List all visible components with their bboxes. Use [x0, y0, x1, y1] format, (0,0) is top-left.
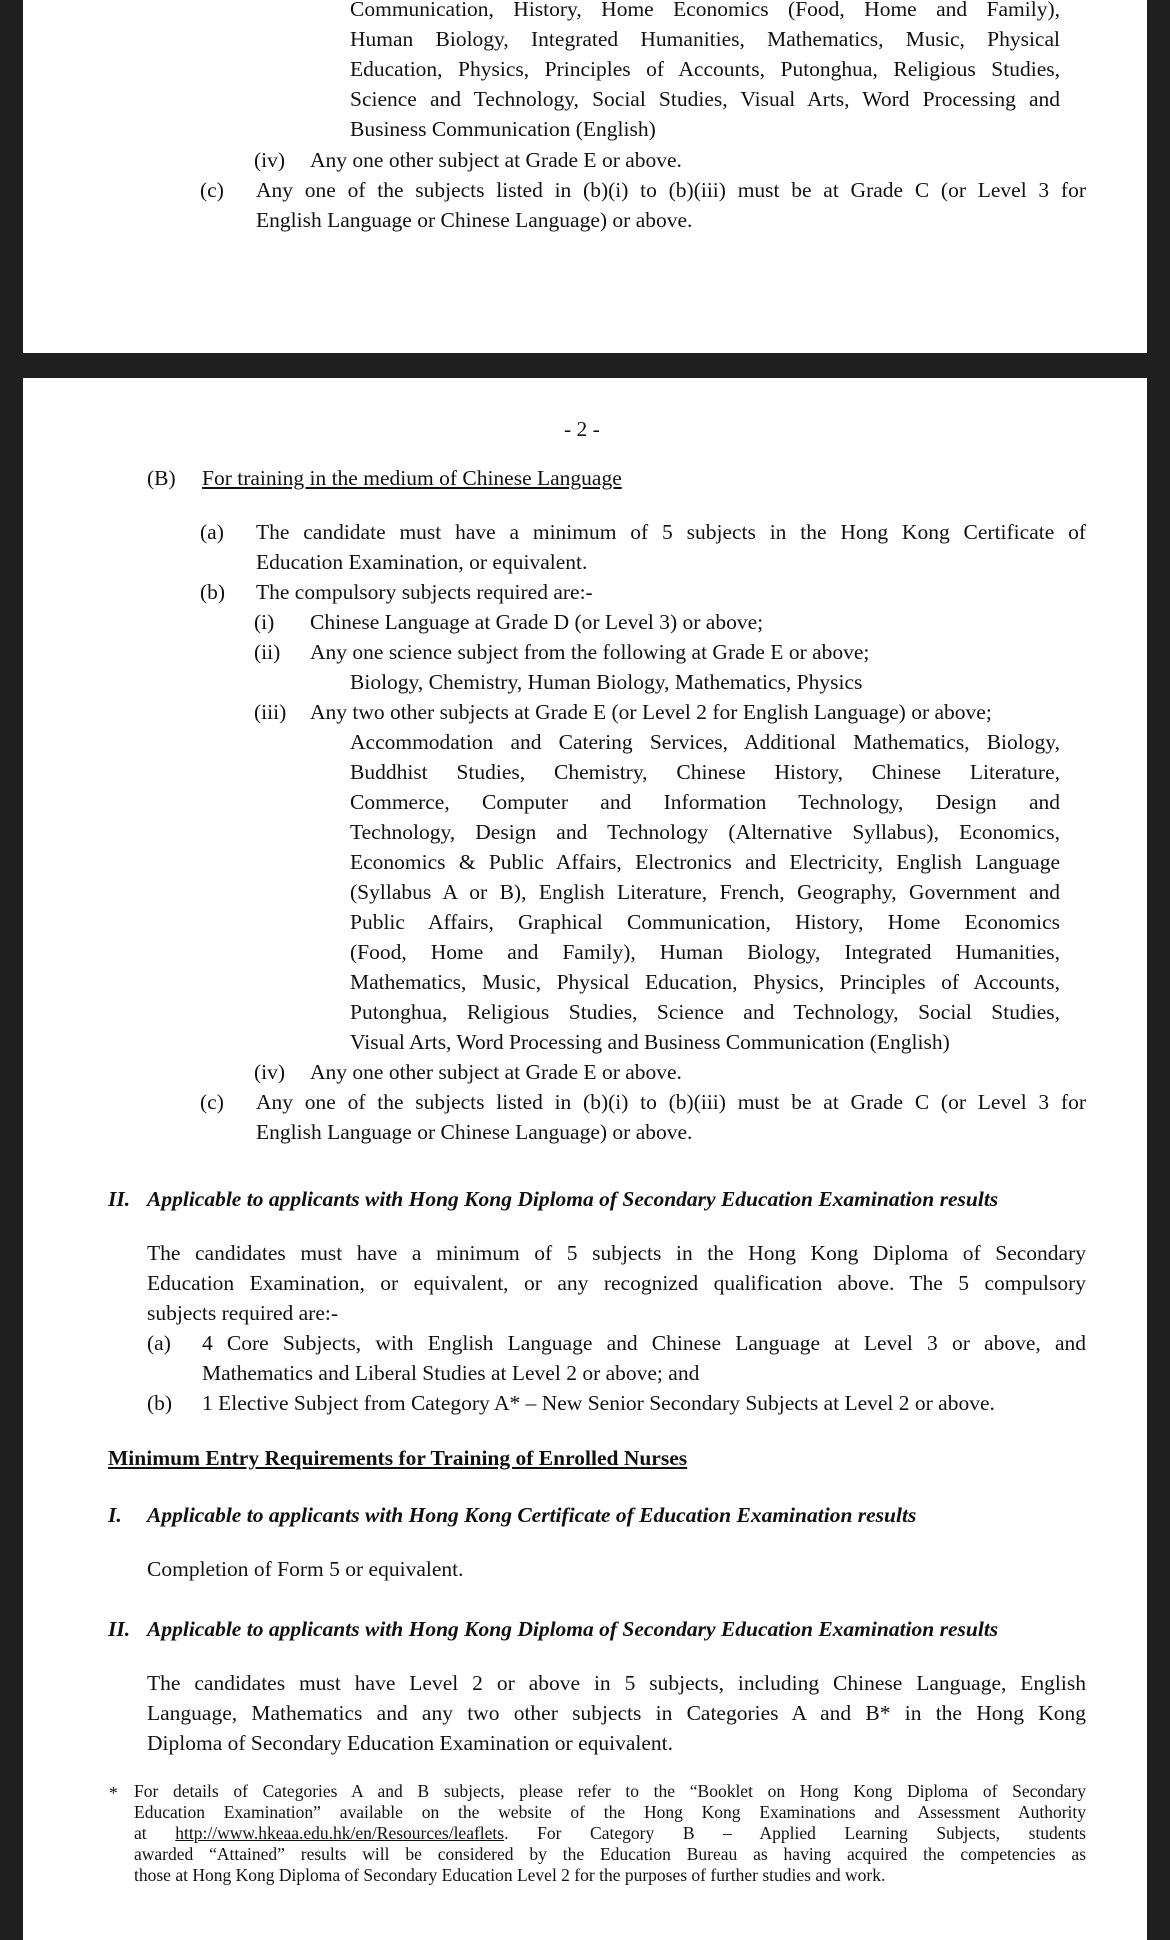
page-number: - 2 -: [564, 417, 600, 441]
item-text: Mathematics and Liberal Studies at Level 2 or above; and: [202, 1361, 700, 1385]
item-text: Any one other subject at Grade E or above.: [310, 1060, 682, 1084]
item-label: (i): [254, 610, 275, 634]
item-text: Any one of the subjects listed in (b)(i) to (b)(iii) must be at Grade C (or Level 3 for: [256, 1090, 1086, 1114]
item-label: (c): [200, 1090, 224, 1114]
item-text: Education Examination, or equivalent.: [256, 550, 588, 574]
section-label: II.: [108, 1617, 131, 1641]
paragraph-line: Language, Mathematics and any two other subjects in Categories A and B* in the Hong Kong: [147, 1701, 1086, 1725]
item-text: English Language or Chinese Language) or above.: [256, 1120, 693, 1144]
subject-list-line: Commerce, Computer and Information Technology, Design and: [350, 790, 1060, 814]
footnote-line: awarded “Attained” results will be considered by the Education Bureau as having acquired the competencies as: [134, 1844, 1086, 1864]
item-label: (a): [200, 520, 224, 544]
subject-list-line: Technology, Design and Technology (Alternative Syllabus), Economics,: [350, 820, 1060, 844]
enrolled-nurses-heading: Minimum Entry Requirements for Training of Enrolled Nurses: [108, 1446, 688, 1470]
section-label: II.: [108, 1187, 131, 1211]
item-text: Any one other subject at Grade E or above.: [310, 148, 682, 172]
item-label: (c): [200, 178, 224, 202]
document-page-2: [23, 378, 1147, 1940]
subject-list-line: Putonghua, Religious Studies, Science and Technology, Social Studies,: [350, 1000, 1060, 1024]
item-text: The compulsory subjects required are:-: [256, 580, 593, 604]
subject-list-line: Business Communication (English): [350, 117, 656, 141]
footnote-text: . For Category B – Applied Learning Subjects, students: [504, 1823, 1086, 1843]
section-label: I.: [108, 1503, 122, 1527]
document-page-1: [23, 0, 1147, 353]
paragraph-line: Diploma of Secondary Education Examination or equivalent.: [147, 1731, 674, 1755]
subject-list-line: Science and Technology, Social Studies, Visual Arts, Word Processing and: [350, 87, 1060, 111]
subject-list-line: Visual Arts, Word Processing and Business Communication (English): [350, 1030, 950, 1054]
item-label: (ii): [254, 640, 281, 664]
subject-list-line: Accommodation and Catering Services, Additional Mathematics, Biology,: [350, 730, 1060, 754]
item-text: Chinese Language at Grade D (or Level 3) or above;: [310, 610, 764, 634]
footnote-line: Education Examination” available on the website of the Hong Kong Examinations and Assessment Authority: [134, 1802, 1086, 1822]
item-text: The candidate must have a minimum of 5 subjects in the Hong Kong Certificate of: [256, 520, 1086, 544]
section-label: (B): [147, 466, 176, 490]
subject-list-line: (Syllabus A or B), English Literature, French, Geography, Government and: [350, 880, 1060, 904]
footnote-line: [134, 1823, 1086, 1844]
subject-list-line: (Food, Home and Family), Human Biology, Integrated Humanities,: [350, 940, 1060, 964]
item-label: (b): [200, 580, 226, 604]
paragraph-line: subjects required are:-: [147, 1301, 339, 1325]
item-label: (b): [147, 1391, 173, 1415]
footnote-marker: *: [109, 1783, 118, 1803]
item-text: English Language or Chinese Language) or above.: [256, 208, 693, 232]
item-label: (iv): [254, 148, 286, 172]
subject-list-line: Human Biology, Integrated Humanities, Mathematics, Music, Physical: [350, 27, 1060, 51]
subject-list-line: Biology, Chemistry, Human Biology, Mathematics, Physics: [350, 670, 863, 694]
section-heading: For training in the medium of Chinese Language: [202, 466, 622, 490]
item-label: (a): [147, 1331, 171, 1355]
footnote-line: For details of Categories A and B subjects, please refer to the “Booklet on Hong Kong Diploma of Secondary: [134, 1781, 1086, 1801]
subject-list-line: Buddhist Studies, Chemistry, Chinese History, Chinese Literature,: [350, 760, 1060, 784]
section-heading: Applicable to applicants with Hong Kong Diploma of Secondary Education Examination results: [147, 1617, 999, 1641]
item-text: 4 Core Subjects, with English Language and Chinese Language at Level 3 or above, and: [202, 1331, 1086, 1355]
paragraph-line: The candidates must have a minimum of 5 subjects in the Hong Kong Diploma of Secondary: [147, 1241, 1086, 1265]
subject-list-line: Education, Physics, Principles of Accounts, Putonghua, Religious Studies,: [350, 57, 1060, 81]
subject-list-line: Economics & Public Affairs, Electronics and Electricity, English Language: [350, 850, 1060, 874]
paragraph-line: The candidates must have Level 2 or above in 5 subjects, including Chinese Language, English: [147, 1671, 1086, 1695]
subject-list-line: Mathematics, Music, Physical Education, Physics, Principles of Accounts,: [350, 970, 1060, 994]
item-text: Any one of the subjects listed in (b)(i) to (b)(iii) must be at Grade C (or Level 3 for: [256, 178, 1086, 202]
paragraph-line: Education Examination, or equivalent, or any recognized qualification above. The 5 compulsory: [147, 1271, 1086, 1295]
item-text: Any two other subjects at Grade E (or Level 2 for English Language) or above;: [310, 700, 992, 724]
section-heading: Applicable to applicants with Hong Kong Diploma of Secondary Education Examination results: [147, 1187, 999, 1211]
item-label: (iii): [254, 700, 287, 724]
subject-list-line: Public Affairs, Graphical Communication, History, Home Economics: [350, 910, 1060, 934]
item-text: Any one science subject from the following at Grade E or above;: [310, 640, 870, 664]
section-heading: Applicable to applicants with Hong Kong Certificate of Education Examination results: [147, 1503, 917, 1527]
paragraph-line: Completion of Form 5 or equivalent.: [147, 1557, 464, 1581]
item-text: 1 Elective Subject from Category A* – New Senior Secondary Subjects at Level 2 or above.: [202, 1391, 995, 1415]
subject-list-line: Communication, History, Home Economics (Food, Home and Family),: [350, 0, 1060, 21]
footnote-text: at: [134, 1823, 176, 1843]
footnote-line: those at Hong Kong Diploma of Secondary Education Level 2 for the purposes of further studies and work.: [134, 1865, 886, 1885]
hkeaa-link[interactable]: http://www.hkeaa.edu.hk/en/Resources/leaflets: [175, 1823, 505, 1843]
item-label: (iv): [254, 1060, 286, 1084]
